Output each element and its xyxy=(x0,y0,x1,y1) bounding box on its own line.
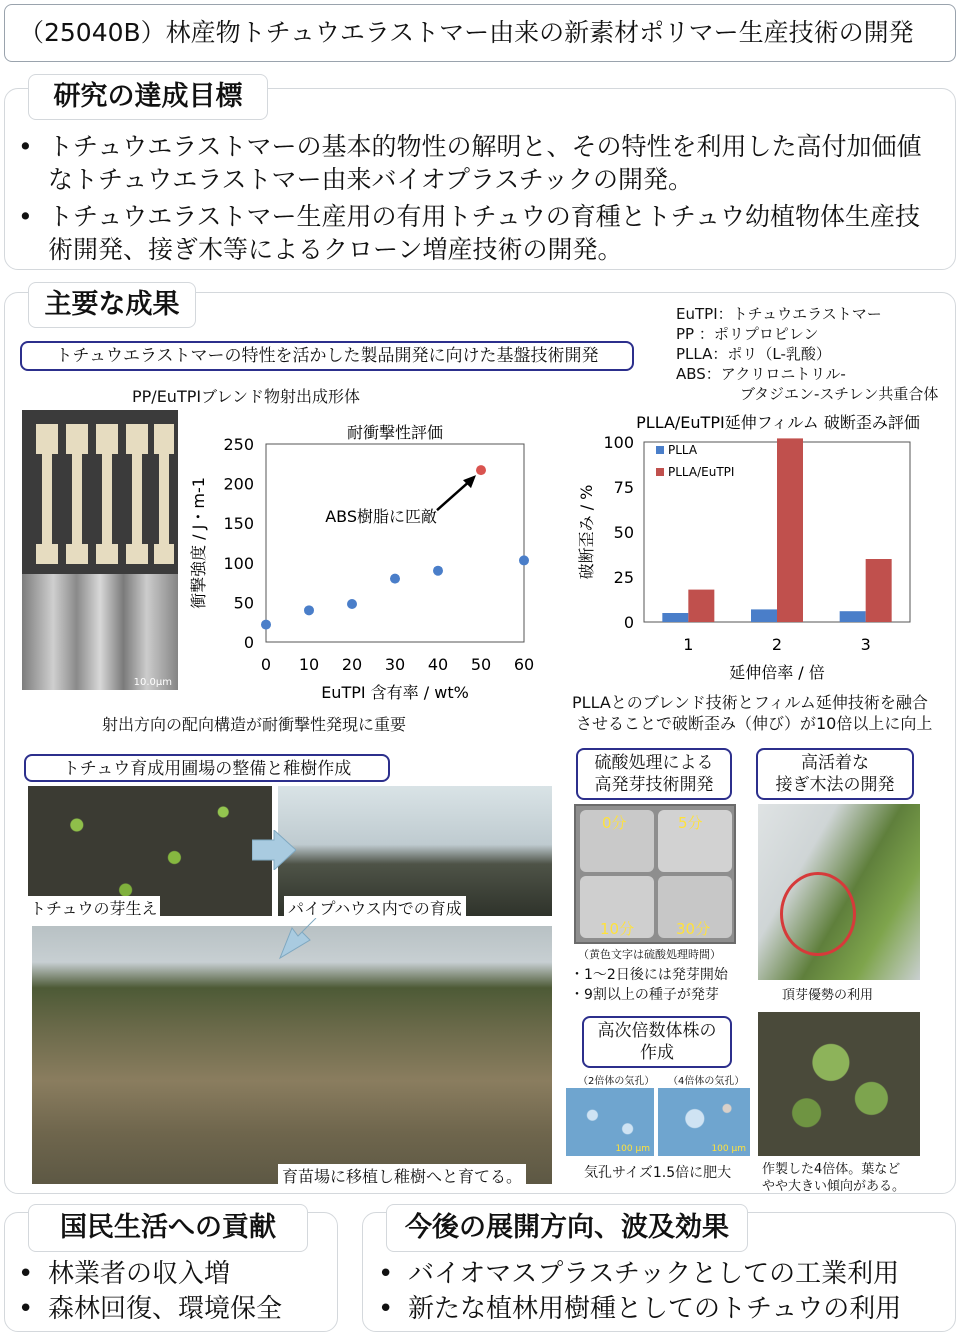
tetraploid-scale: 100 µm xyxy=(711,1144,746,1154)
abbrev-plla: PLLA：ポリ（L-乳酸） xyxy=(676,345,831,363)
bar-plla-eutpi xyxy=(866,559,892,622)
scatter-ytick: 150 xyxy=(223,514,254,534)
abbrev-abs: ABS：アクリロニトリル- xyxy=(676,365,846,383)
scatter-point xyxy=(304,605,314,615)
sprout-caption: トチュウの芽生え xyxy=(28,896,160,919)
scatter-point xyxy=(390,574,400,584)
goal-bullet-2: • トチュウエラストマー生産用の有用トチュウの育種とトチュウ幼植物体生産技術開発、接ぎ木等によるクローン増産技術の開発。 xyxy=(4,200,939,266)
scatter-point xyxy=(347,599,357,609)
abbrev-eutpi: EuTPI：トチュウエラストマー xyxy=(676,305,882,323)
goal-bullets xyxy=(4,130,939,266)
contribution-bullet-2: • 森林回復、環境保全 xyxy=(4,1293,334,1326)
germination-photo xyxy=(574,804,736,944)
sem-micrograph xyxy=(22,574,178,690)
scatter-xtick: 30 xyxy=(384,655,406,674)
future-label: 今後の展開方向、波及効果 xyxy=(386,1204,748,1252)
abbrev-abs-cont: ブタジエン-スチレン共重合体 xyxy=(740,385,939,403)
bar-ytick: 100 xyxy=(603,433,634,452)
nursery-field-photo xyxy=(32,926,552,1184)
graft-head-line2: 接ぎ木法の開発 xyxy=(775,775,895,795)
tetraploid-label: （4倍体の気孔） xyxy=(668,1076,745,1087)
impact-chart xyxy=(180,414,540,714)
scatter-point xyxy=(519,555,529,565)
legend-swatch xyxy=(656,446,664,454)
abbrev-pp: PP ：ポリプロピレン xyxy=(676,325,819,343)
future-bullet-2: • 新たな植林用樹種としてのトチュウの利用 xyxy=(364,1293,954,1326)
contribution-bullet-1: • 林業者の収入増 xyxy=(4,1258,334,1291)
legend-swatch xyxy=(656,468,664,476)
acid-bullet-1: ・1～2日後には発芽開始 xyxy=(570,967,728,983)
scatter-xlabel: EuTPI 含有率 / wt% xyxy=(321,683,469,702)
diploid-label: （2倍体の気孔） xyxy=(578,1076,655,1087)
abbreviation-legend xyxy=(676,304,938,404)
molded-specimens-photo xyxy=(22,410,178,574)
stomata-caption: 気孔サイズ1.5倍に肥大 xyxy=(584,1165,732,1181)
strain-chart xyxy=(566,410,956,688)
orientation-note: 射出方向の配向構造が耐衝撃性発現に重要 xyxy=(102,715,407,734)
bar-ytick: 50 xyxy=(613,523,634,542)
acid-note: （黄色文字は硫酸処理時間） xyxy=(578,948,721,961)
scatter-xtick: 60 xyxy=(513,655,535,674)
scatter-ytick: 50 xyxy=(233,593,254,613)
subheading-product-dev: トチュウエラストマーの特性を活かした製品開発に向けた基盤技術開発 xyxy=(20,341,634,371)
scatter-ytick: 0 xyxy=(243,633,254,652)
tetraploid-stomata-photo xyxy=(658,1088,750,1156)
time-5-label: 5分 xyxy=(678,814,703,832)
bar-xtick: 1 xyxy=(683,635,694,654)
bar-plla xyxy=(751,609,777,622)
bar-xtick: 2 xyxy=(771,635,783,654)
house-caption: パイプハウス内での育成 xyxy=(284,896,466,919)
scatter-xtick: 40 xyxy=(427,655,449,674)
bar-plla-eutpi xyxy=(688,590,714,622)
contribution-label: 国民生活への貢献 xyxy=(28,1204,308,1252)
legend-label: PLLA xyxy=(668,443,698,457)
acid-head-line2: 高発芽技術開発 xyxy=(594,775,714,795)
graft-caption: 頂芽優勢の利用 xyxy=(782,988,874,1003)
bar-plla xyxy=(840,611,866,622)
graft-photo xyxy=(758,804,920,980)
subheading-nursery: トチュウ育成用圃場の整備と稚樹作成 xyxy=(24,754,390,782)
bar-title: PLLA/EuTPI延伸フィルム 破断歪み評価 xyxy=(636,413,920,432)
scatter-xtick: 20 xyxy=(341,655,363,674)
tetraploid-caption-1: 作製した4倍体。葉など xyxy=(762,1162,901,1177)
poly-head-line2: 作成 xyxy=(640,1043,674,1063)
graft-head-line1: 高活着な xyxy=(801,753,869,773)
scatter-xtick: 0 xyxy=(260,655,272,674)
subheading-polyploid xyxy=(582,1016,732,1068)
scatter-ytick: 200 xyxy=(223,474,254,494)
scatter-annotation: ABS樹脂に匹敵 xyxy=(325,507,437,527)
diploid-stomata-photo xyxy=(566,1088,654,1156)
scatter-xtick: 50 xyxy=(470,655,492,674)
future-bullet-1: • バイオマスプラスチックとしての工業利用 xyxy=(364,1258,954,1291)
tetraploid-plant-photo xyxy=(758,1012,920,1156)
bar-ytick: 0 xyxy=(623,613,634,632)
page-title: （25040B）林産物トチュウエラストマー由来の新素材ポリマー生産技術の開発 xyxy=(4,4,956,62)
bar-xlabel: 延伸倍率 / 倍 xyxy=(729,663,825,682)
time-0-label: 0分 xyxy=(602,814,627,832)
poly-head-line1: 高次倍数体株の xyxy=(597,1021,717,1041)
acid-head-line1: 硫酸処理による xyxy=(594,753,714,773)
bar-plla-eutpi xyxy=(777,438,803,622)
scatter-point xyxy=(261,620,271,630)
bar-ytick: 25 xyxy=(613,568,634,587)
results-label: 主要な成果 xyxy=(28,282,196,328)
bar-xtick: 3 xyxy=(860,635,871,654)
pla-note-line1: PLLAとのブレンド技術とフィルム延伸技術を融合 xyxy=(572,693,928,712)
acid-bullet-2: ・9割以上の種子が発芽 xyxy=(570,987,719,1003)
goal-bullet-1: • トチュウエラストマーの基本的物性の解明と、その特性を利用した高付加価値なトチュウエラストマー由来バイオプラスチックの開発。 xyxy=(4,130,939,196)
future-bullets xyxy=(364,1258,954,1326)
subheading-acid xyxy=(576,748,732,800)
specimen-bars-graphic xyxy=(22,410,178,574)
bar-plla xyxy=(662,613,688,622)
pla-note-line2: させることで破断歪み（伸び）が10倍以上に向上 xyxy=(576,714,933,733)
pp-blend-caption: PP/EuTPIブレンド物射出成形体 xyxy=(132,387,361,406)
graft-highlight-circle xyxy=(780,872,856,956)
scatter-ytick: 250 xyxy=(223,435,254,454)
field-caption: 育苗場に移植し稚樹へと育てる。 xyxy=(278,1164,526,1187)
tetraploid-caption-2: やや大きい傾向がある。 xyxy=(762,1179,906,1194)
bar-ytick: 75 xyxy=(613,478,634,497)
subheading-graft xyxy=(756,748,914,800)
diploid-scale: 100 µm xyxy=(615,1144,650,1154)
scatter-title: 耐衝撃性評価 xyxy=(346,423,444,442)
time-30-label: 30分 xyxy=(676,920,711,938)
scatter-ylabel: 衝撃強度 / J・m-1 xyxy=(189,477,208,609)
scatter-xtick: 10 xyxy=(298,655,320,674)
sem-scale-label: 10.0µm xyxy=(133,677,172,688)
scatter-point xyxy=(476,465,486,475)
arrow-down-left-icon xyxy=(272,918,322,962)
time-10-label: 10分 xyxy=(600,920,635,938)
legend-label: PLLA/EuTPI xyxy=(668,465,735,479)
bar-ylabel: 破断歪み / % xyxy=(577,484,596,580)
scatter-point xyxy=(433,566,443,576)
contribution-bullets xyxy=(4,1258,334,1326)
goal-label: 研究の達成目標 xyxy=(28,74,268,120)
arrow-right-icon xyxy=(252,830,296,870)
scatter-ytick: 100 xyxy=(223,553,254,573)
